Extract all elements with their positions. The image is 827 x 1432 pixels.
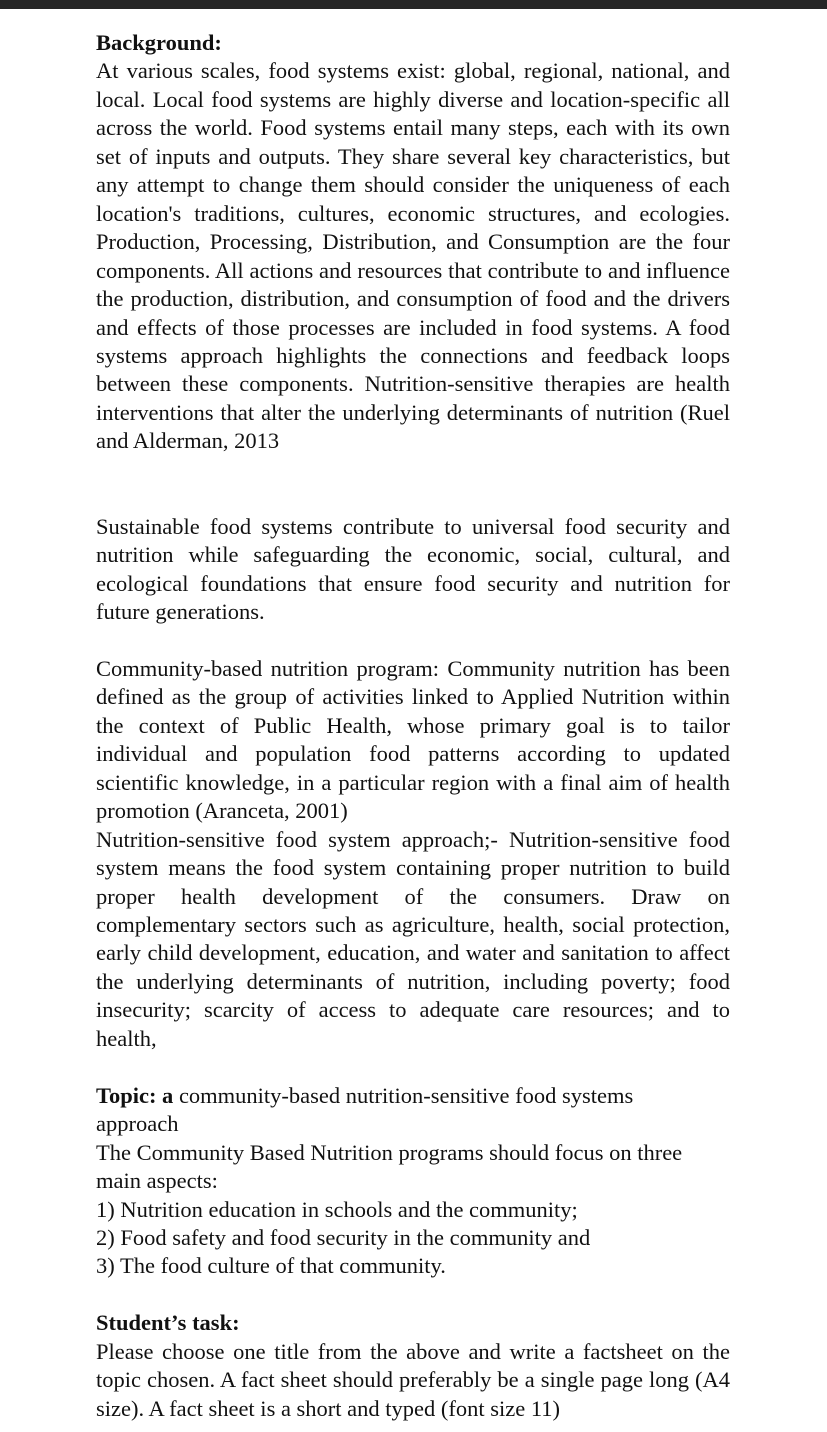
- topic-item-1: 1) Nutrition education in schools and the community;: [96, 1196, 578, 1222]
- background-paragraph-2: Sustainable food systems contribute to universal food security and nutrition while safeguarding the economic, social, cultural, and ecological foundations that ensure food security and nutrition for future generations.: [96, 513, 730, 625]
- topic-intro: The Community Based Nutrition programs should focus on three main aspects:: [96, 1139, 683, 1194]
- background-paragraph-1: At various scales, food systems exist: global, regional, national, and local. Local food systems are highly diverse and location-specific all across the world. Food systems entail many steps, each with its own set of inputs and outputs. They share several key characteristics, but any attempt to change them should consider the uniqueness of each location's traditions, cultures, economic structures, and ecologies. Production, Processing, Distribution, and Consumption are the four components. All actions and resources that contribute to and influence the production, distribution, and consumption of food and the drivers and effects of those processes are included in food systems. A food systems approach highlights the connections and feedback loops between these components. Nutrition-sensitive therapies are health interventions that alter the underlying determinants of nutrition (Ruel and Alderman, 2013: [96, 58, 730, 454]
- community-program-paragraph: Community-based nutrition program: Community nutrition has been defined as the group of activities linked to Applied Nutrition within the context of Public Health, whose primary goal is to tailor individual and population food patterns according to updated scientific knowledge, in a particular region with a final aim of health promotion (Aranceta, 2001): [96, 655, 730, 824]
- topic-text: community-based nutrition-sensitive food systems approach: [96, 1082, 634, 1137]
- top-bar: [0, 0, 827, 9]
- topic-line: [96, 1082, 686, 1139]
- topic-label: Topic: a: [96, 1082, 174, 1108]
- task-heading: Student’s task:: [96, 1310, 240, 1336]
- document-body: [96, 29, 730, 1423]
- task-text: Please choose one title from the above and write a factsheet on the topic chosen. A fact sheet should preferably be a single page long (A4 size). A fact sheet is a short and typed (font size 11): [96, 1338, 730, 1421]
- nutrition-sensitive-paragraph: Nutrition-sensitive food system approach;- Nutrition-sensitive food system means the food system containing proper nutrition to build proper health development of the consumers. Draw on complementary sectors such as agriculture, health, social protection, early child development, education, and water and sanitation to affect the underlying determinants of nutrition, including poverty; food insecurity; scarcity of access to adequate care resources; and to health,: [96, 826, 730, 1051]
- topic-item-2: 2) Food safety and food security in the community and: [96, 1224, 591, 1250]
- background-heading: Background:: [96, 30, 222, 55]
- topic-item-3: 3) The food culture of that community.: [96, 1253, 446, 1279]
